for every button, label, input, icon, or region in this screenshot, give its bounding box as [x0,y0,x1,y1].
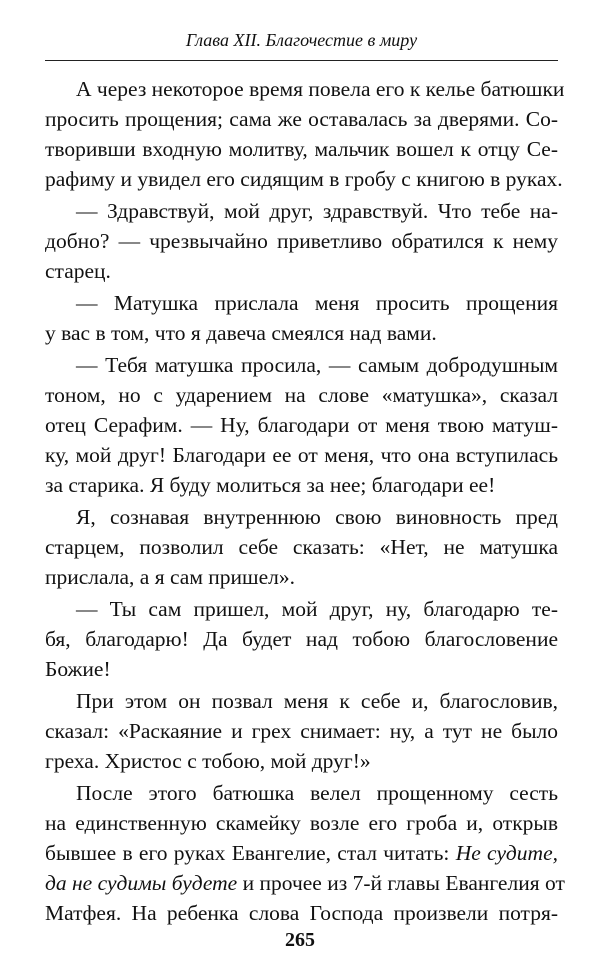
italic-quote: да не судимы будете [45,871,238,895]
text-line: творивши входную молитву, мальчик вошел к отцу Се- [45,137,558,161]
text-line [45,838,558,868]
paragraph-6 [45,594,558,684]
text-line: греха. Христос с тобою, мой друг!» [45,749,371,773]
text-line: — Здравствуй, мой друг, здравствуй. Что тебе на- [76,199,558,223]
text-line: просить прощения; сама же оставалась за дверями. Со- [45,107,558,131]
running-header: Глава XII. Благочестие в миру [185,30,418,50]
paragraph-3 [45,288,558,348]
paragraph-7 [45,686,558,776]
header-rule [45,60,558,61]
text-line: Я, сознавая внутреннюю свою виновность пред [76,505,558,529]
text-line [45,868,565,898]
text-line: тоном, но с ударением на слове «матушка», сказал [45,383,558,407]
text-line: старец. [45,259,111,283]
text-line: — Тебя матушка просила, — самым добродушным [76,353,558,377]
paragraph-5 [45,502,558,592]
text-run: бывшее в его руках Евангелие, стал читать: [45,841,456,865]
paragraph-4 [45,350,558,500]
paragraph-2 [45,196,558,286]
text-line: рафиму и увидел его сидящим в гробу с книгою в руках. [45,167,563,191]
text-line: сказал: «Раскаяние и грех снимает: ну, а тут не было [45,719,558,743]
paragraph-1 [45,74,565,194]
text-line: за старика. Я буду молиться за нее; благодари ее! [45,473,496,497]
text-run: и прочее из 7-й главы Евангелия от [237,871,565,895]
text-line: на единственную скамейку возле его гроба и, открыв [45,811,558,835]
text-line: ку, мой друг! Благодари ее от меня, что она вступилась [45,443,558,467]
text-line: прислала, а я сам пришел». [45,565,296,589]
text-line: При этом он позвал меня к себе и, благословив, [76,689,558,713]
text-line: Матфея. На ребенка слова Господа произвели потря- [45,901,558,925]
text-line: старцем, позволил себе сказать: «Нет, не матушка [45,535,558,559]
page-number: 265 [285,929,315,951]
text-line: отец Серафим. — Ну, благодари от меня твою матуш- [45,413,558,437]
text-line: После этого батюшка велел прощенному сесть [76,781,558,805]
text-line: А через некоторое время повела его к келье батюшки [76,77,565,101]
text-line: — Ты сам пришел, мой друг, ну, благодарю те- [76,597,558,621]
body-text [45,74,565,930]
text-line: Божие! [45,657,111,681]
paragraph-8 [45,778,565,928]
text-line: — Матушка прислала меня просить прощения [76,291,558,315]
text-line: добно? — чрезвычайно приветливо обратился к нему [45,229,558,253]
text-line: у вас в том, что я давеча смеялся над вами. [45,321,437,345]
text-line: бя, благодарю! Да будет над тобою благословение [45,627,558,651]
italic-quote: Не судите, [455,841,558,865]
